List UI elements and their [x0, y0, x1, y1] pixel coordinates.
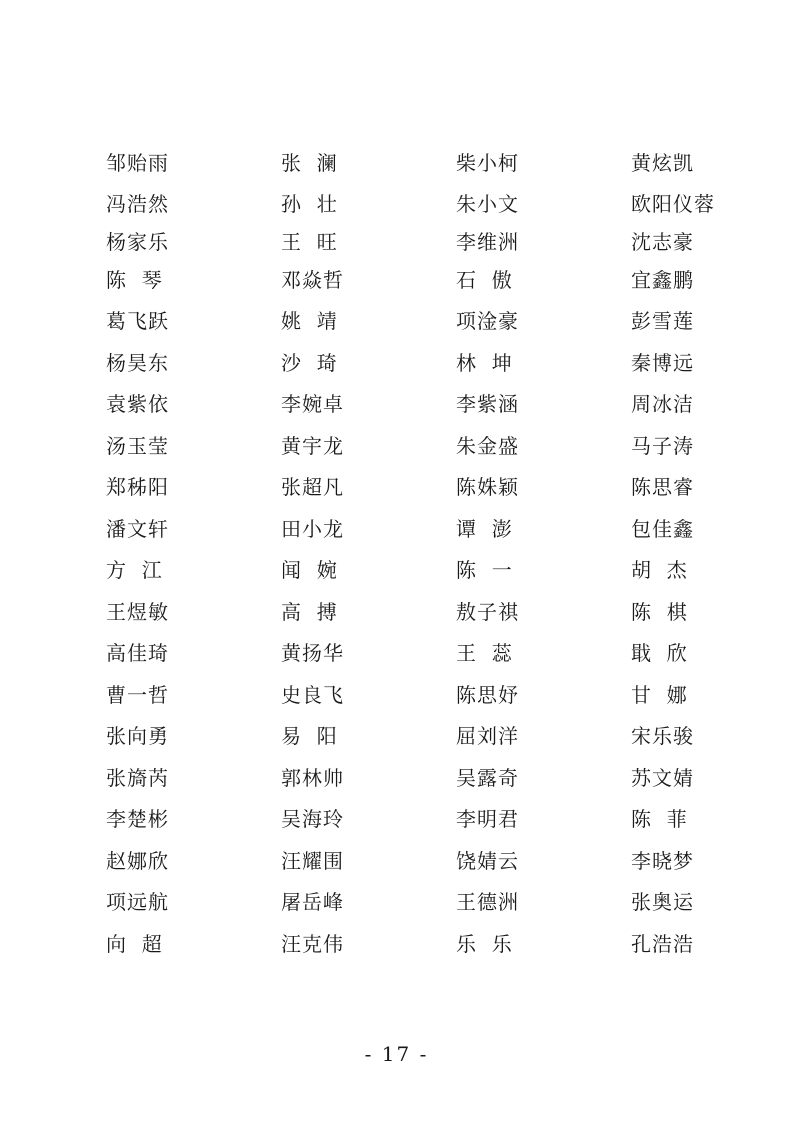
name-cell: 陈姝颖: [456, 475, 519, 500]
name-cell: 杨家乐: [106, 230, 169, 254]
name-cell: 李维洲: [456, 230, 519, 254]
name-cell: 闻 婉: [281, 558, 338, 583]
name-row: [106, 840, 746, 882]
name-cell: 沙 琦: [281, 350, 338, 375]
name-cell: 黄炫凯: [631, 150, 694, 175]
name-cell: 张奥运: [631, 890, 694, 915]
name-row: [106, 384, 746, 426]
name-row: [106, 633, 746, 675]
name-cell: 饶婧云: [456, 848, 519, 873]
name-cell: 甘 娜: [631, 682, 688, 707]
name-cell: 郑秭阳: [106, 475, 169, 500]
name-row: [106, 799, 746, 841]
name-cell: 朱小文: [456, 192, 519, 217]
name-cell: 高 搏: [281, 599, 338, 624]
name-cell: 陈 琴: [106, 267, 163, 292]
name-cell: 林 坤: [456, 350, 513, 375]
name-cell: 张向勇: [106, 724, 169, 749]
name-cell: 田小龙: [281, 516, 344, 541]
name-cell: 汪克伟: [281, 931, 344, 956]
name-cell: 郭林帅: [281, 765, 344, 790]
name-cell: 潘文轩: [106, 516, 169, 541]
name-cell: 柴小柯: [456, 150, 519, 175]
name-cell: 马子涛: [631, 433, 694, 458]
name-cell: 陈思睿: [631, 475, 694, 500]
name-cell: 李婉卓: [281, 392, 344, 417]
name-cell: 高佳琦: [106, 641, 169, 666]
name-cell: 赵娜欣: [106, 848, 169, 873]
name-row: [106, 923, 746, 965]
name-row: [106, 259, 746, 301]
name-row: [106, 757, 746, 799]
page-number: - 17 -: [364, 1042, 429, 1066]
name-row: [106, 716, 746, 758]
name-row: [106, 142, 746, 184]
name-cell: 李楚彬: [106, 807, 169, 832]
name-cell: 方 江: [106, 558, 163, 583]
name-cell: 曹一哲: [106, 682, 169, 707]
name-cell: 张旖芮: [106, 765, 169, 790]
name-cell: 黄扬华: [281, 641, 344, 666]
name-row: [106, 550, 746, 592]
name-cell: 彭雪莲: [631, 309, 694, 334]
name-cell: 陈思妤: [456, 682, 519, 707]
name-cell: 李明君: [456, 807, 519, 832]
name-cell: 朱金盛: [456, 433, 519, 458]
name-cell: 张 澜: [281, 150, 338, 175]
name-cell: 周冰洁: [631, 392, 694, 417]
name-cell: 王 旺: [281, 230, 338, 254]
name-cell: 陈 菲: [631, 807, 688, 832]
name-row: [106, 184, 746, 226]
name-cell: 史良飞: [281, 682, 344, 707]
name-cell: 苏文婧: [631, 765, 694, 790]
name-cell: 宋乐骏: [631, 724, 694, 749]
name-cell: 张超凡: [281, 475, 344, 500]
name-cell: 邓焱哲: [281, 267, 344, 292]
name-row: [106, 674, 746, 716]
name-row: [106, 591, 746, 633]
name-row: [106, 425, 746, 467]
name-cell: 李晓梦: [631, 848, 694, 873]
name-cell: 吴海玲: [281, 807, 344, 832]
name-row: [106, 225, 746, 259]
name-cell: 戢 欣: [631, 641, 688, 666]
name-cell: 冯浩然: [106, 192, 169, 217]
name-cell: 王煜敏: [106, 599, 169, 624]
name-cell: 杨昊东: [106, 350, 169, 375]
name-cell: 易 阳: [281, 724, 338, 749]
name-list: [106, 142, 746, 965]
name-row: [106, 342, 746, 384]
name-row: [106, 882, 746, 924]
name-cell: 葛飞跃: [106, 309, 169, 334]
name-cell: 邹贻雨: [106, 150, 169, 175]
name-cell: 陈 棋: [631, 599, 688, 624]
name-cell: 黄宇龙: [281, 433, 344, 458]
name-cell: 谭 澎: [456, 516, 513, 541]
name-cell: 袁紫依: [106, 392, 169, 417]
name-cell: 汪耀围: [281, 848, 344, 873]
name-cell: 姚 靖: [281, 309, 338, 334]
name-cell: 王 蕊: [456, 641, 513, 666]
name-row: [106, 467, 746, 509]
name-cell: 汤玉莹: [106, 433, 169, 458]
name-cell: 项淦豪: [456, 309, 519, 334]
name-row: [106, 508, 746, 550]
name-cell: 吴露奇: [456, 765, 519, 790]
name-cell: 屈刘洋: [456, 724, 519, 749]
name-cell: 李紫涵: [456, 392, 519, 417]
name-cell: 包佳鑫: [631, 516, 694, 541]
name-cell: 项远航: [106, 890, 169, 915]
name-cell: 王德洲: [456, 890, 519, 915]
name-cell: 孙 壮: [281, 192, 338, 217]
name-cell: 向 超: [106, 931, 163, 956]
name-cell: 孔浩浩: [631, 931, 694, 956]
name-cell: 石 傲: [456, 267, 513, 292]
name-cell: 沈志豪: [631, 230, 694, 254]
name-cell: 陈 一: [456, 558, 513, 583]
name-cell: 胡 杰: [631, 558, 688, 583]
name-cell: 乐 乐: [456, 931, 513, 956]
name-cell: 欧阳仪蓉: [631, 192, 715, 217]
name-row: [106, 301, 746, 343]
name-cell: 宜鑫鹏: [631, 267, 694, 292]
name-cell: 屠岳峰: [281, 890, 344, 915]
name-cell: 秦博远: [631, 350, 694, 375]
name-cell: 敖子祺: [456, 599, 519, 624]
